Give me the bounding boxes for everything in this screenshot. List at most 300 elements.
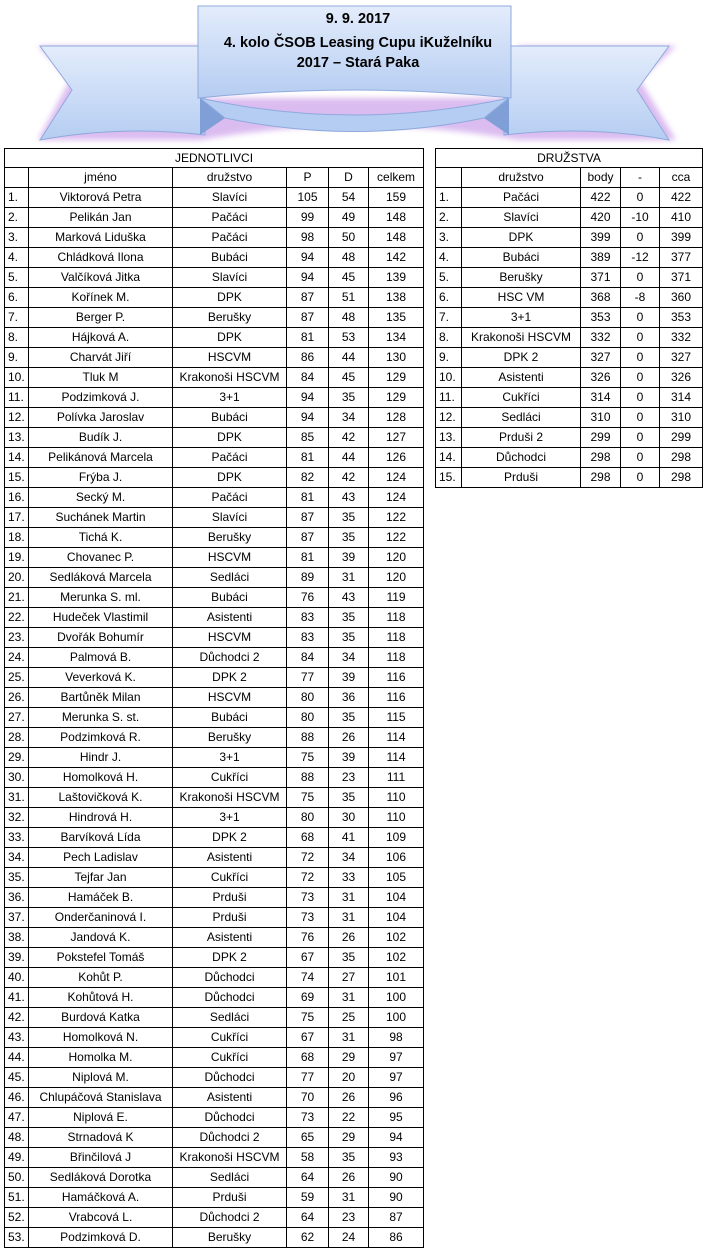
rank-cell: 3. — [5, 228, 29, 248]
rank-cell: 8. — [5, 328, 29, 348]
table-row — [436, 328, 703, 348]
name-cell: Hindr J. — [29, 748, 173, 768]
d-cell: 44 — [329, 348, 369, 368]
rank-cell: 42. — [5, 1008, 29, 1028]
name-cell: Kohůtová H. — [29, 988, 173, 1008]
team-penalty-cell: -10 — [621, 208, 660, 228]
team-points-cell: 326 — [581, 368, 621, 388]
name-cell: Marková Liduška — [29, 228, 173, 248]
table-row — [5, 328, 424, 348]
name-cell: Suchánek Martin — [29, 508, 173, 528]
team-cell: Cukříci — [173, 868, 287, 888]
team-cell: Pačáci — [173, 448, 287, 468]
team-name-cell: Bubáci — [462, 248, 581, 268]
team-total-cell: 314 — [660, 388, 703, 408]
name-cell: Homolka M. — [29, 1048, 173, 1068]
team-name-cell: Berušky — [462, 268, 581, 288]
table-row — [5, 1228, 424, 1248]
name-cell: Hamáček B. — [29, 888, 173, 908]
d-cell: 29 — [329, 1048, 369, 1068]
team-cell: Prduši — [173, 1188, 287, 1208]
p-cell: 73 — [287, 908, 329, 928]
team-name-cell: Důchodci — [462, 448, 581, 468]
table-row — [5, 1208, 424, 1228]
d-cell: 23 — [329, 768, 369, 788]
name-cell: Hindrová H. — [29, 808, 173, 828]
d-cell: 42 — [329, 468, 369, 488]
team-name-cell: DPK 2 — [462, 348, 581, 368]
d-cell: 35 — [329, 608, 369, 628]
table-row — [5, 408, 424, 428]
rank-cell: 45. — [5, 1068, 29, 1088]
team-penalty-cell: -12 — [621, 248, 660, 268]
team-cell: DPK 2 — [173, 668, 287, 688]
total-cell: 102 — [369, 948, 424, 968]
teams-title-row — [436, 149, 703, 168]
team-rank-cell: 5. — [436, 268, 462, 288]
p-cell: 99 — [287, 208, 329, 228]
total-cell: 118 — [369, 648, 424, 668]
team-rank-cell: 11. — [436, 388, 462, 408]
table-row — [436, 428, 703, 448]
name-cell: Polívka Jaroslav — [29, 408, 173, 428]
rank-cell: 48. — [5, 1128, 29, 1148]
p-cell: 87 — [287, 288, 329, 308]
table-row — [5, 768, 424, 788]
table-row — [5, 648, 424, 668]
d-cell: 34 — [329, 848, 369, 868]
d-cell: 26 — [329, 1168, 369, 1188]
team-cell: 3+1 — [173, 388, 287, 408]
table-row — [5, 528, 424, 548]
total-cell: 124 — [369, 488, 424, 508]
p-cell: 84 — [287, 648, 329, 668]
team-points-cell: 298 — [581, 448, 621, 468]
team-cell: Bubáci — [173, 248, 287, 268]
table-row — [5, 548, 424, 568]
name-cell: Secký M. — [29, 488, 173, 508]
table-row — [5, 428, 424, 448]
team-total-cell: 410 — [660, 208, 703, 228]
rank-cell: 36. — [5, 888, 29, 908]
team-cell: Slavíci — [173, 268, 287, 288]
d-cell: 24 — [329, 1228, 369, 1248]
table-row — [5, 1068, 424, 1088]
table-row — [5, 828, 424, 848]
d-cell: 45 — [329, 368, 369, 388]
total-cell: 134 — [369, 328, 424, 348]
total-cell: 126 — [369, 448, 424, 468]
table-row — [5, 588, 424, 608]
individuals-title: JEDNOTLIVCI — [5, 149, 424, 168]
teams-title: DRUŽSTVA — [436, 149, 703, 168]
total-cell: 114 — [369, 748, 424, 768]
p-cell: 85 — [287, 428, 329, 448]
table-row — [436, 248, 703, 268]
rank-cell: 15. — [5, 468, 29, 488]
team-total-cell: 371 — [660, 268, 703, 288]
rank-cell: 51. — [5, 1188, 29, 1208]
total-cell: 110 — [369, 808, 424, 828]
table-row — [5, 748, 424, 768]
total-cell: 93 — [369, 1148, 424, 1168]
total-cell: 116 — [369, 668, 424, 688]
total-cell: 100 — [369, 1008, 424, 1028]
team-total-cell: 298 — [660, 468, 703, 488]
d-cell: 54 — [329, 188, 369, 208]
table-row — [5, 668, 424, 688]
d-cell: 33 — [329, 868, 369, 888]
p-cell: 81 — [287, 328, 329, 348]
total-cell: 95 — [369, 1108, 424, 1128]
team-cell: DPK 2 — [173, 828, 287, 848]
team-cell: Pačáci — [173, 228, 287, 248]
team-col-header-team: družstvo — [462, 168, 581, 188]
table-row — [436, 308, 703, 328]
d-cell: 35 — [329, 1148, 369, 1168]
rank-cell: 24. — [5, 648, 29, 668]
team-col-header-points: body — [581, 168, 621, 188]
team-name-cell: Slavíci — [462, 208, 581, 228]
team-points-cell: 327 — [581, 348, 621, 368]
p-cell: 98 — [287, 228, 329, 248]
name-cell: Charvát Jiří — [29, 348, 173, 368]
team-total-cell: 310 — [660, 408, 703, 428]
rank-cell: 4. — [5, 248, 29, 268]
d-cell: 49 — [329, 208, 369, 228]
col-header-name: jméno — [29, 168, 173, 188]
total-cell: 124 — [369, 468, 424, 488]
d-cell: 31 — [329, 888, 369, 908]
name-cell: Merunka S. ml. — [29, 588, 173, 608]
total-cell: 142 — [369, 248, 424, 268]
team-points-cell: 332 — [581, 328, 621, 348]
p-cell: 73 — [287, 888, 329, 908]
total-cell: 110 — [369, 788, 424, 808]
table-row — [5, 788, 424, 808]
table-row — [5, 1048, 424, 1068]
team-cell: Bubáci — [173, 588, 287, 608]
rank-cell: 50. — [5, 1168, 29, 1188]
name-cell: Podzimková J. — [29, 388, 173, 408]
table-row — [5, 1088, 424, 1108]
d-cell: 29 — [329, 1128, 369, 1148]
d-cell: 31 — [329, 908, 369, 928]
team-cell: DPK 2 — [173, 948, 287, 968]
team-penalty-cell: -8 — [621, 288, 660, 308]
team-name-cell: Sedláci — [462, 408, 581, 428]
table-row — [5, 308, 424, 328]
p-cell: 67 — [287, 1028, 329, 1048]
team-cell: Prduši — [173, 888, 287, 908]
total-cell: 86 — [369, 1228, 424, 1248]
team-penalty-cell: 0 — [621, 368, 660, 388]
table-row — [5, 568, 424, 588]
table-row — [436, 288, 703, 308]
p-cell: 68 — [287, 1048, 329, 1068]
rank-cell: 47. — [5, 1108, 29, 1128]
team-total-cell: 332 — [660, 328, 703, 348]
total-cell: 129 — [369, 388, 424, 408]
d-cell: 34 — [329, 648, 369, 668]
rank-cell: 27. — [5, 708, 29, 728]
table-row — [5, 848, 424, 868]
d-cell: 26 — [329, 728, 369, 748]
team-rank-cell: 6. — [436, 288, 462, 308]
team-total-cell: 299 — [660, 428, 703, 448]
table-row — [5, 928, 424, 948]
individuals-header-row — [5, 168, 424, 188]
table-row — [5, 728, 424, 748]
table-row — [5, 268, 424, 288]
p-cell: 69 — [287, 988, 329, 1008]
d-cell: 35 — [329, 948, 369, 968]
table-row — [5, 888, 424, 908]
p-cell: 81 — [287, 488, 329, 508]
team-cell: Slavíci — [173, 508, 287, 528]
individuals-table — [4, 148, 424, 1248]
total-cell: 148 — [369, 208, 424, 228]
table-row — [5, 228, 424, 248]
name-cell: Berger P. — [29, 308, 173, 328]
name-cell: Strnadová K — [29, 1128, 173, 1148]
d-cell: 27 — [329, 968, 369, 988]
total-cell: 104 — [369, 888, 424, 908]
total-cell: 100 — [369, 988, 424, 1008]
name-cell: Burdová Katka — [29, 1008, 173, 1028]
p-cell: 87 — [287, 308, 329, 328]
table-row — [436, 368, 703, 388]
team-name-cell: Prduši — [462, 468, 581, 488]
team-penalty-cell: 0 — [621, 228, 660, 248]
team-name-cell: DPK — [462, 228, 581, 248]
rank-cell: 32. — [5, 808, 29, 828]
name-cell: Palmová B. — [29, 648, 173, 668]
total-cell: 105 — [369, 868, 424, 888]
rank-cell: 30. — [5, 768, 29, 788]
team-cell: Pačáci — [173, 488, 287, 508]
total-cell: 97 — [369, 1068, 424, 1088]
total-cell: 116 — [369, 688, 424, 708]
team-points-cell: 314 — [581, 388, 621, 408]
rank-cell: 37. — [5, 908, 29, 928]
rank-cell: 49. — [5, 1148, 29, 1168]
rank-cell: 40. — [5, 968, 29, 988]
table-row — [436, 228, 703, 248]
rank-cell: 46. — [5, 1088, 29, 1108]
table-row — [5, 1028, 424, 1048]
rank-cell: 52. — [5, 1208, 29, 1228]
team-cell: Sedláci — [173, 1168, 287, 1188]
team-cell: HSCVM — [173, 348, 287, 368]
name-cell: Laštovičková K. — [29, 788, 173, 808]
total-cell: 118 — [369, 628, 424, 648]
rank-cell: 25. — [5, 668, 29, 688]
table-row — [5, 248, 424, 268]
total-cell: 122 — [369, 528, 424, 548]
name-cell: Chládková Ilona — [29, 248, 173, 268]
team-cell: Krakonoši HSCVM — [173, 1148, 287, 1168]
rank-cell: 29. — [5, 748, 29, 768]
team-cell: Berušky — [173, 528, 287, 548]
table-row — [436, 468, 703, 488]
total-cell: 128 — [369, 408, 424, 428]
team-rank-cell: 1. — [436, 188, 462, 208]
team-cell: Důchodci — [173, 968, 287, 988]
name-cell: Hamáčková A. — [29, 1188, 173, 1208]
total-cell: 94 — [369, 1128, 424, 1148]
team-cell: Prduši — [173, 908, 287, 928]
rank-cell: 44. — [5, 1048, 29, 1068]
p-cell: 94 — [287, 248, 329, 268]
d-cell: 48 — [329, 308, 369, 328]
team-cell: Sedláci — [173, 1008, 287, 1028]
rank-cell: 39. — [5, 948, 29, 968]
name-cell: Kořínek M. — [29, 288, 173, 308]
team-penalty-cell: 0 — [621, 448, 660, 468]
team-cell: Pačáci — [173, 208, 287, 228]
name-cell: Hájková A. — [29, 328, 173, 348]
d-cell: 43 — [329, 588, 369, 608]
d-cell: 41 — [329, 828, 369, 848]
d-cell: 20 — [329, 1068, 369, 1088]
name-cell: Chlupáčová Stanislava — [29, 1088, 173, 1108]
d-cell: 31 — [329, 1188, 369, 1208]
team-cell: Důchodci 2 — [173, 1128, 287, 1148]
d-cell: 35 — [329, 388, 369, 408]
col-header-team: družstvo — [173, 168, 287, 188]
name-cell: Sedláková Dorotka — [29, 1168, 173, 1188]
rank-cell: 2. — [5, 208, 29, 228]
team-cell: Asistenti — [173, 608, 287, 628]
total-cell: 159 — [369, 188, 424, 208]
d-cell: 26 — [329, 1088, 369, 1108]
team-name-cell: HSC VM — [462, 288, 581, 308]
team-points-cell: 310 — [581, 408, 621, 428]
p-cell: 70 — [287, 1088, 329, 1108]
p-cell: 81 — [287, 448, 329, 468]
team-penalty-cell: 0 — [621, 328, 660, 348]
col-header-total: celkem — [369, 168, 424, 188]
team-rank-cell: 9. — [436, 348, 462, 368]
p-cell: 88 — [287, 728, 329, 748]
name-cell: Niplová M. — [29, 1068, 173, 1088]
rank-cell: 31. — [5, 788, 29, 808]
team-cell: Důchodci — [173, 988, 287, 1008]
rank-cell: 19. — [5, 548, 29, 568]
d-cell: 39 — [329, 668, 369, 688]
rank-cell: 14. — [5, 448, 29, 468]
table-row — [5, 1128, 424, 1148]
team-penalty-cell: 0 — [621, 408, 660, 428]
table-row — [5, 628, 424, 648]
team-cell: 3+1 — [173, 808, 287, 828]
table-row — [5, 708, 424, 728]
team-points-cell: 422 — [581, 188, 621, 208]
teams-header-row — [436, 168, 703, 188]
table-row — [5, 488, 424, 508]
table-row — [5, 608, 424, 628]
d-cell: 39 — [329, 548, 369, 568]
total-cell: 127 — [369, 428, 424, 448]
table-row — [436, 388, 703, 408]
name-cell: Vrabcová L. — [29, 1208, 173, 1228]
rank-cell: 23. — [5, 628, 29, 648]
p-cell: 72 — [287, 848, 329, 868]
table-row — [5, 868, 424, 888]
rank-cell: 11. — [5, 388, 29, 408]
p-cell: 76 — [287, 588, 329, 608]
banner-event-title: 4. kolo ČSOB Leasing Cupu iKuželníku — [223, 35, 493, 51]
name-cell: Valčíková Jitka — [29, 268, 173, 288]
p-cell: 80 — [287, 688, 329, 708]
col-header-rank — [5, 168, 29, 188]
total-cell: 120 — [369, 548, 424, 568]
total-cell: 111 — [369, 768, 424, 788]
rank-cell: 7. — [5, 308, 29, 328]
team-cell: Asistenti — [173, 928, 287, 948]
team-cell: DPK — [173, 328, 287, 348]
team-cell: 3+1 — [173, 748, 287, 768]
d-cell: 36 — [329, 688, 369, 708]
team-points-cell: 299 — [581, 428, 621, 448]
total-cell: 97 — [369, 1048, 424, 1068]
name-cell: Hudeček Vlastimil — [29, 608, 173, 628]
rank-cell: 38. — [5, 928, 29, 948]
team-name-cell: Pačáci — [462, 188, 581, 208]
team-name-cell: Krakonoši HSCVM — [462, 328, 581, 348]
d-cell: 42 — [329, 428, 369, 448]
team-cell: Důchodci 2 — [173, 1208, 287, 1228]
name-cell: Břinčilová J — [29, 1148, 173, 1168]
team-rank-cell: 10. — [436, 368, 462, 388]
p-cell: 80 — [287, 708, 329, 728]
team-total-cell: 399 — [660, 228, 703, 248]
p-cell: 58 — [287, 1148, 329, 1168]
total-cell: 115 — [369, 708, 424, 728]
p-cell: 94 — [287, 408, 329, 428]
total-cell: 96 — [369, 1088, 424, 1108]
p-cell: 64 — [287, 1208, 329, 1228]
team-penalty-cell: 0 — [621, 388, 660, 408]
rank-cell: 6. — [5, 288, 29, 308]
total-cell: 122 — [369, 508, 424, 528]
name-cell: Veverková K. — [29, 668, 173, 688]
rank-cell: 12. — [5, 408, 29, 428]
table-row — [5, 208, 424, 228]
name-cell: Bartůněk Milan — [29, 688, 173, 708]
d-cell: 31 — [329, 568, 369, 588]
table-row — [5, 808, 424, 828]
table-row — [5, 1188, 424, 1208]
total-cell: 101 — [369, 968, 424, 988]
p-cell: 105 — [287, 188, 329, 208]
total-cell: 129 — [369, 368, 424, 388]
team-penalty-cell: 0 — [621, 468, 660, 488]
d-cell: 23 — [329, 1208, 369, 1228]
table-row — [5, 468, 424, 488]
total-cell: 135 — [369, 308, 424, 328]
team-rank-cell: 13. — [436, 428, 462, 448]
p-cell: 75 — [287, 788, 329, 808]
p-cell: 76 — [287, 928, 329, 948]
total-cell: 139 — [369, 268, 424, 288]
table-row — [5, 188, 424, 208]
rank-cell: 53. — [5, 1228, 29, 1248]
team-name-cell: Cukříci — [462, 388, 581, 408]
rank-cell: 21. — [5, 588, 29, 608]
team-total-cell: 360 — [660, 288, 703, 308]
